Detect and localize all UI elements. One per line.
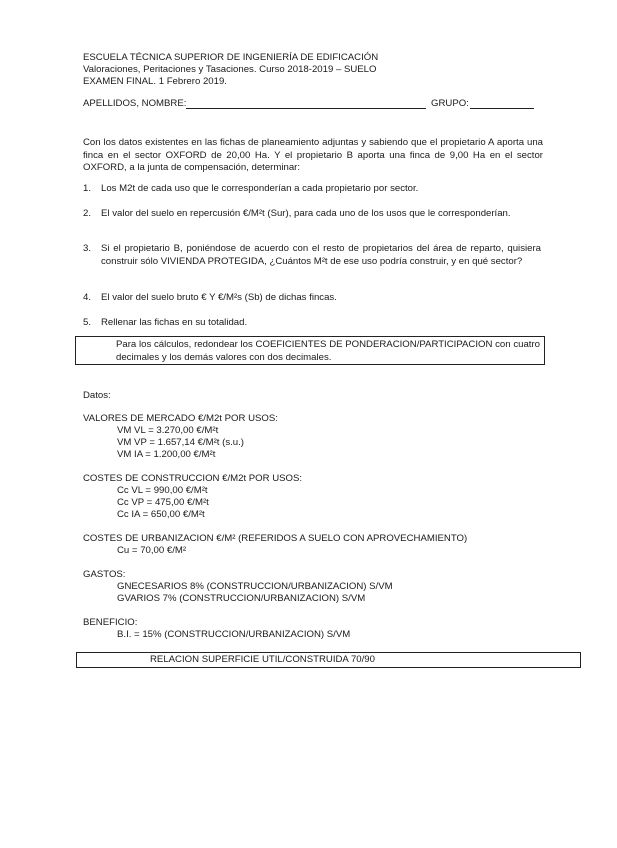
exam-date: EXAMEN FINAL. 1 Febrero 2019.: [83, 76, 227, 87]
question-number: 3.: [83, 243, 92, 254]
urbanization-cost: Cu = 70,00 €/M²: [117, 545, 187, 556]
question-text: El valor del suelo bruto € Y €/M²s (Sb) de dichas fincas.: [101, 292, 337, 303]
ratio-text: RELACION SUPERFICIE UTIL/CONSTRUIDA 70/90: [150, 654, 375, 665]
market-value-ia: VM IA = 1.200,00 €/M²t: [117, 449, 216, 460]
question-text: Rellenar las fichas en su totalidad.: [101, 317, 248, 328]
beneficio-value: B.I. = 15% (CONSTRUCCION/URBANIZACION) S/VM: [117, 629, 351, 640]
gastos-necesarios: GNECESARIOS 8% (CONSTRUCCION/URBANIZACION) S/VM: [117, 581, 393, 592]
question-number: 5.: [83, 317, 92, 328]
beneficio-title: BENEFICIO:: [83, 617, 138, 628]
rounding-note-text: Para los cálculos, redondear los COEFICIENTES DE PONDERACION/PARTICIPACION con cuatro decimales y los demás valores con dos decimales.: [116, 339, 540, 363]
question-number: 4.: [83, 292, 92, 303]
datos-title: Datos:: [83, 390, 111, 401]
question-text: El valor del suelo en repercusión €/M²t (Sur), para cada uno de los usos que le corresponderían.: [101, 208, 511, 219]
gastos-varios: GVARIOS 7% (CONSTRUCCION/URBANIZACION) S/VM: [117, 593, 366, 604]
construction-cost-vl: Cc VL = 990,00 €/M²t: [117, 485, 208, 496]
market-value-vp: VM VP = 1.657,14 €/M²t (s.u.): [117, 437, 244, 448]
market-value-vl: VM VL = 3.270,00 €/M²t: [117, 425, 219, 436]
intro-paragraph: Con los datos existentes en las fichas de planeamiento adjuntas y sabiendo que el propietario A aporta una finca en el sector OXFORD de 20,00 Ha. Y el propietario B aporta una finca de 9,00 Ha en el sector OXFORD, a la junta de compensación, determinar:: [83, 137, 543, 173]
course-title: Valoraciones, Peritaciones y Tasaciones. Curso 2018-2019 – SUELO: [83, 64, 377, 75]
name-field[interactable]: [186, 108, 426, 109]
construction-cost-vp: Cc VP = 475,00 €/M²t: [117, 497, 209, 508]
name-label: APELLIDOS, NOMBRE:: [83, 98, 187, 109]
question-number: 2.: [83, 208, 92, 219]
gastos-title: GASTOS:: [83, 569, 126, 580]
market-values-title: VALORES DE MERCADO €/M2t POR USOS:: [83, 413, 278, 424]
construction-cost-ia: Cc IA = 650,00 €/M²t: [117, 509, 205, 520]
question-text: Si el propietario B, poniéndose de acuerdo con el resto de propietarios del área de reparto, quisiera construir sólo VIVIENDA PROTEGIDA, ¿Cuántos M²t de ese uso podría construir, y en qué sector?: [101, 243, 541, 267]
rounding-note-box: [75, 336, 545, 365]
group-label: GRUPO:: [431, 98, 469, 109]
question-number: 1.: [83, 183, 92, 194]
question-text: Los M2t de cada uso que le corresponderían a cada propietario por sector.: [101, 183, 419, 194]
construction-costs-title: COSTES DE CONSTRUCCION €/M2t POR USOS:: [83, 473, 303, 484]
school-name: ESCUELA TÉCNICA SUPERIOR DE INGENIERÍA DE EDIFICACIÓN: [83, 52, 379, 63]
group-field[interactable]: [470, 108, 534, 109]
ratio-box: [76, 652, 581, 668]
urbanization-costs-title: COSTES DE URBANIZACION €/M² (REFERIDOS A SUELO CON APROVECHAMIENTO): [83, 533, 468, 544]
